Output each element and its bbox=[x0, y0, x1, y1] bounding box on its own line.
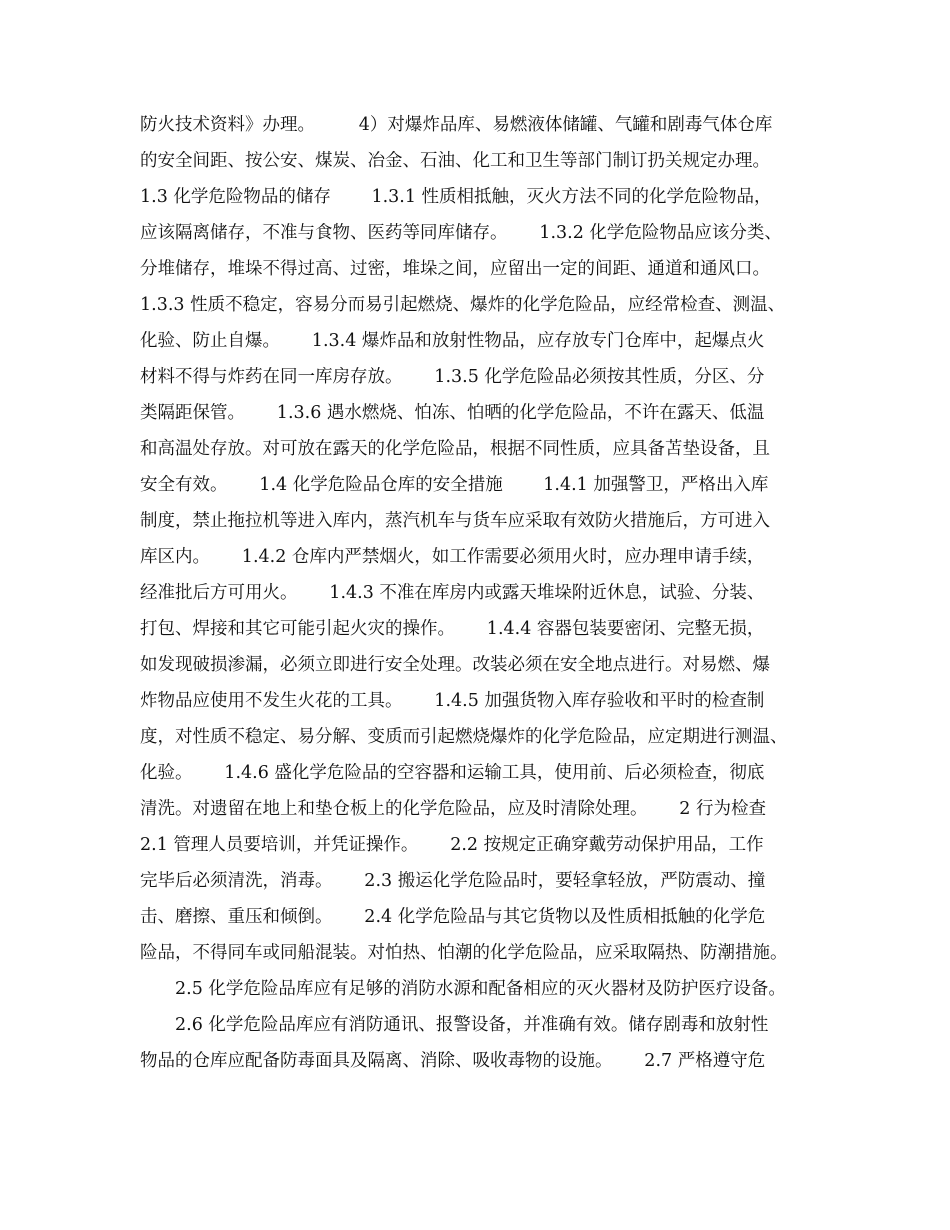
text-line: 1.3.3 性质不稳定，容易分而易引起燃烧、爆炸的化学危险品，应经常检查、测温、 bbox=[140, 295, 786, 315]
text-line: 击、磨擦、重压和倾倒。 2.4 化学危险品与其它货物以及性质相抵触的化学危 bbox=[140, 907, 766, 927]
text-line: 类隔距保管。 1.3.6 遇水燃烧、怕冻、怕晒的化学危险品，不许在露天、低温 bbox=[140, 403, 765, 423]
text-line: 安全有效。 1.4 化学危险品仓库的安全措施 1.4.1 加强警卫，严格出入库 bbox=[140, 475, 769, 495]
text-line: 炸物品应使用不发生火花的工具。 1.4.5 加强货物入库存验收和平时的检查制 bbox=[140, 691, 765, 711]
text-line: 防火技术资料》办理。 4）对爆炸品库、易燃液体储罐、气罐和剧毒气体仓库 bbox=[140, 115, 773, 135]
text-line: 完毕后必须清洗，消毒。 2.3 搬运化学危险品时，要轻拿轻放，严防震动、撞 bbox=[140, 871, 766, 891]
text-line: 和高温处存放。对可放在露天的化学危险品，根据不同性质，应具备苫垫设备，且 bbox=[140, 439, 770, 459]
text-line: 2.1 管理人员要培训，并凭证操作。 2.2 按规定正确穿戴劳动保护用品，工作 bbox=[140, 835, 764, 855]
text-line: 经准批后方可用火。 1.4.3 不准在库房内或露天堆垛附近休息，试验、分装、 bbox=[140, 583, 765, 603]
text-line: 材料不得与炸药在同一库房存放。 1.3.5 化学危险品必须按其性质，分区、分 bbox=[140, 367, 765, 387]
text-line: 如发现破损渗漏，必须立即进行安全处理。改装必须在安全地点进行。对易燃、爆 bbox=[140, 655, 770, 675]
text-line: 物品的仓库应配备防毒面具及隔离、消除、吸收毒物的设施。 2.7 严格遵守危 bbox=[140, 1051, 766, 1071]
text-line: 制度，禁止拖拉机等进入库内，蒸汽机车与货车应采取有效防火措施后，方可进入 bbox=[140, 511, 770, 531]
text-line: 的安全间距、按公安、煤炭、冶金、石油、化工和卫生等部门制订扔关规定办理。 bbox=[140, 151, 770, 171]
text-line: 险品，不得同车或同船混装。对怕热、怕潮的化学危险品，应采取隔热、防潮措施。 bbox=[140, 943, 788, 963]
text-line: 分堆储存，堆垛不得过高、过密，堆垛之间，应留出一定的间距、通道和通风口。 bbox=[140, 259, 770, 279]
text-line: 清洗。对遗留在地上和垫仓板上的化学危险品，应及时清除处理。 2 行为检查 bbox=[140, 799, 767, 819]
text-line: 2.5 化学危险品库应有足够的消防水源和配备相应的灭火器材及防护医疗设备。 bbox=[140, 979, 786, 999]
text-line: 化验、防止自爆。 1.3.4 爆炸品和放射性物品，应存放专门仓库中，起爆点火 bbox=[140, 331, 765, 351]
text-line: 打包、焊接和其它可能引起火灾的操作。 1.4.4 容器包装要密闭、完整无损， bbox=[140, 619, 765, 639]
text-line: 库区内。 1.4.2 仓库内严禁烟火，如工作需要必须用火时，应办理申请手续， bbox=[140, 547, 765, 567]
text-line: 1.3 化学危险物品的储存 1.3.1 性质相抵触，灭火方法不同的化学危险物品， bbox=[140, 187, 772, 207]
text-line: 化验。 1.4.6 盛化学危险品的空容器和运输工具，使用前、后必须检查，彻底 bbox=[140, 763, 765, 783]
text-line: 应该隔离储存，不准与食物、医药等同库储存。 1.3.2 化学危险物品应该分类、 bbox=[140, 223, 782, 243]
text-line: 2.6 化学危险品库应有消防通讯、报警设备，并准确有效。储存剧毒和放射性 bbox=[140, 1015, 769, 1035]
text-line: 度，对性质不稳定、易分解、变质而引起燃烧爆炸的化学危险品，应定期进行测温、 bbox=[140, 727, 788, 747]
